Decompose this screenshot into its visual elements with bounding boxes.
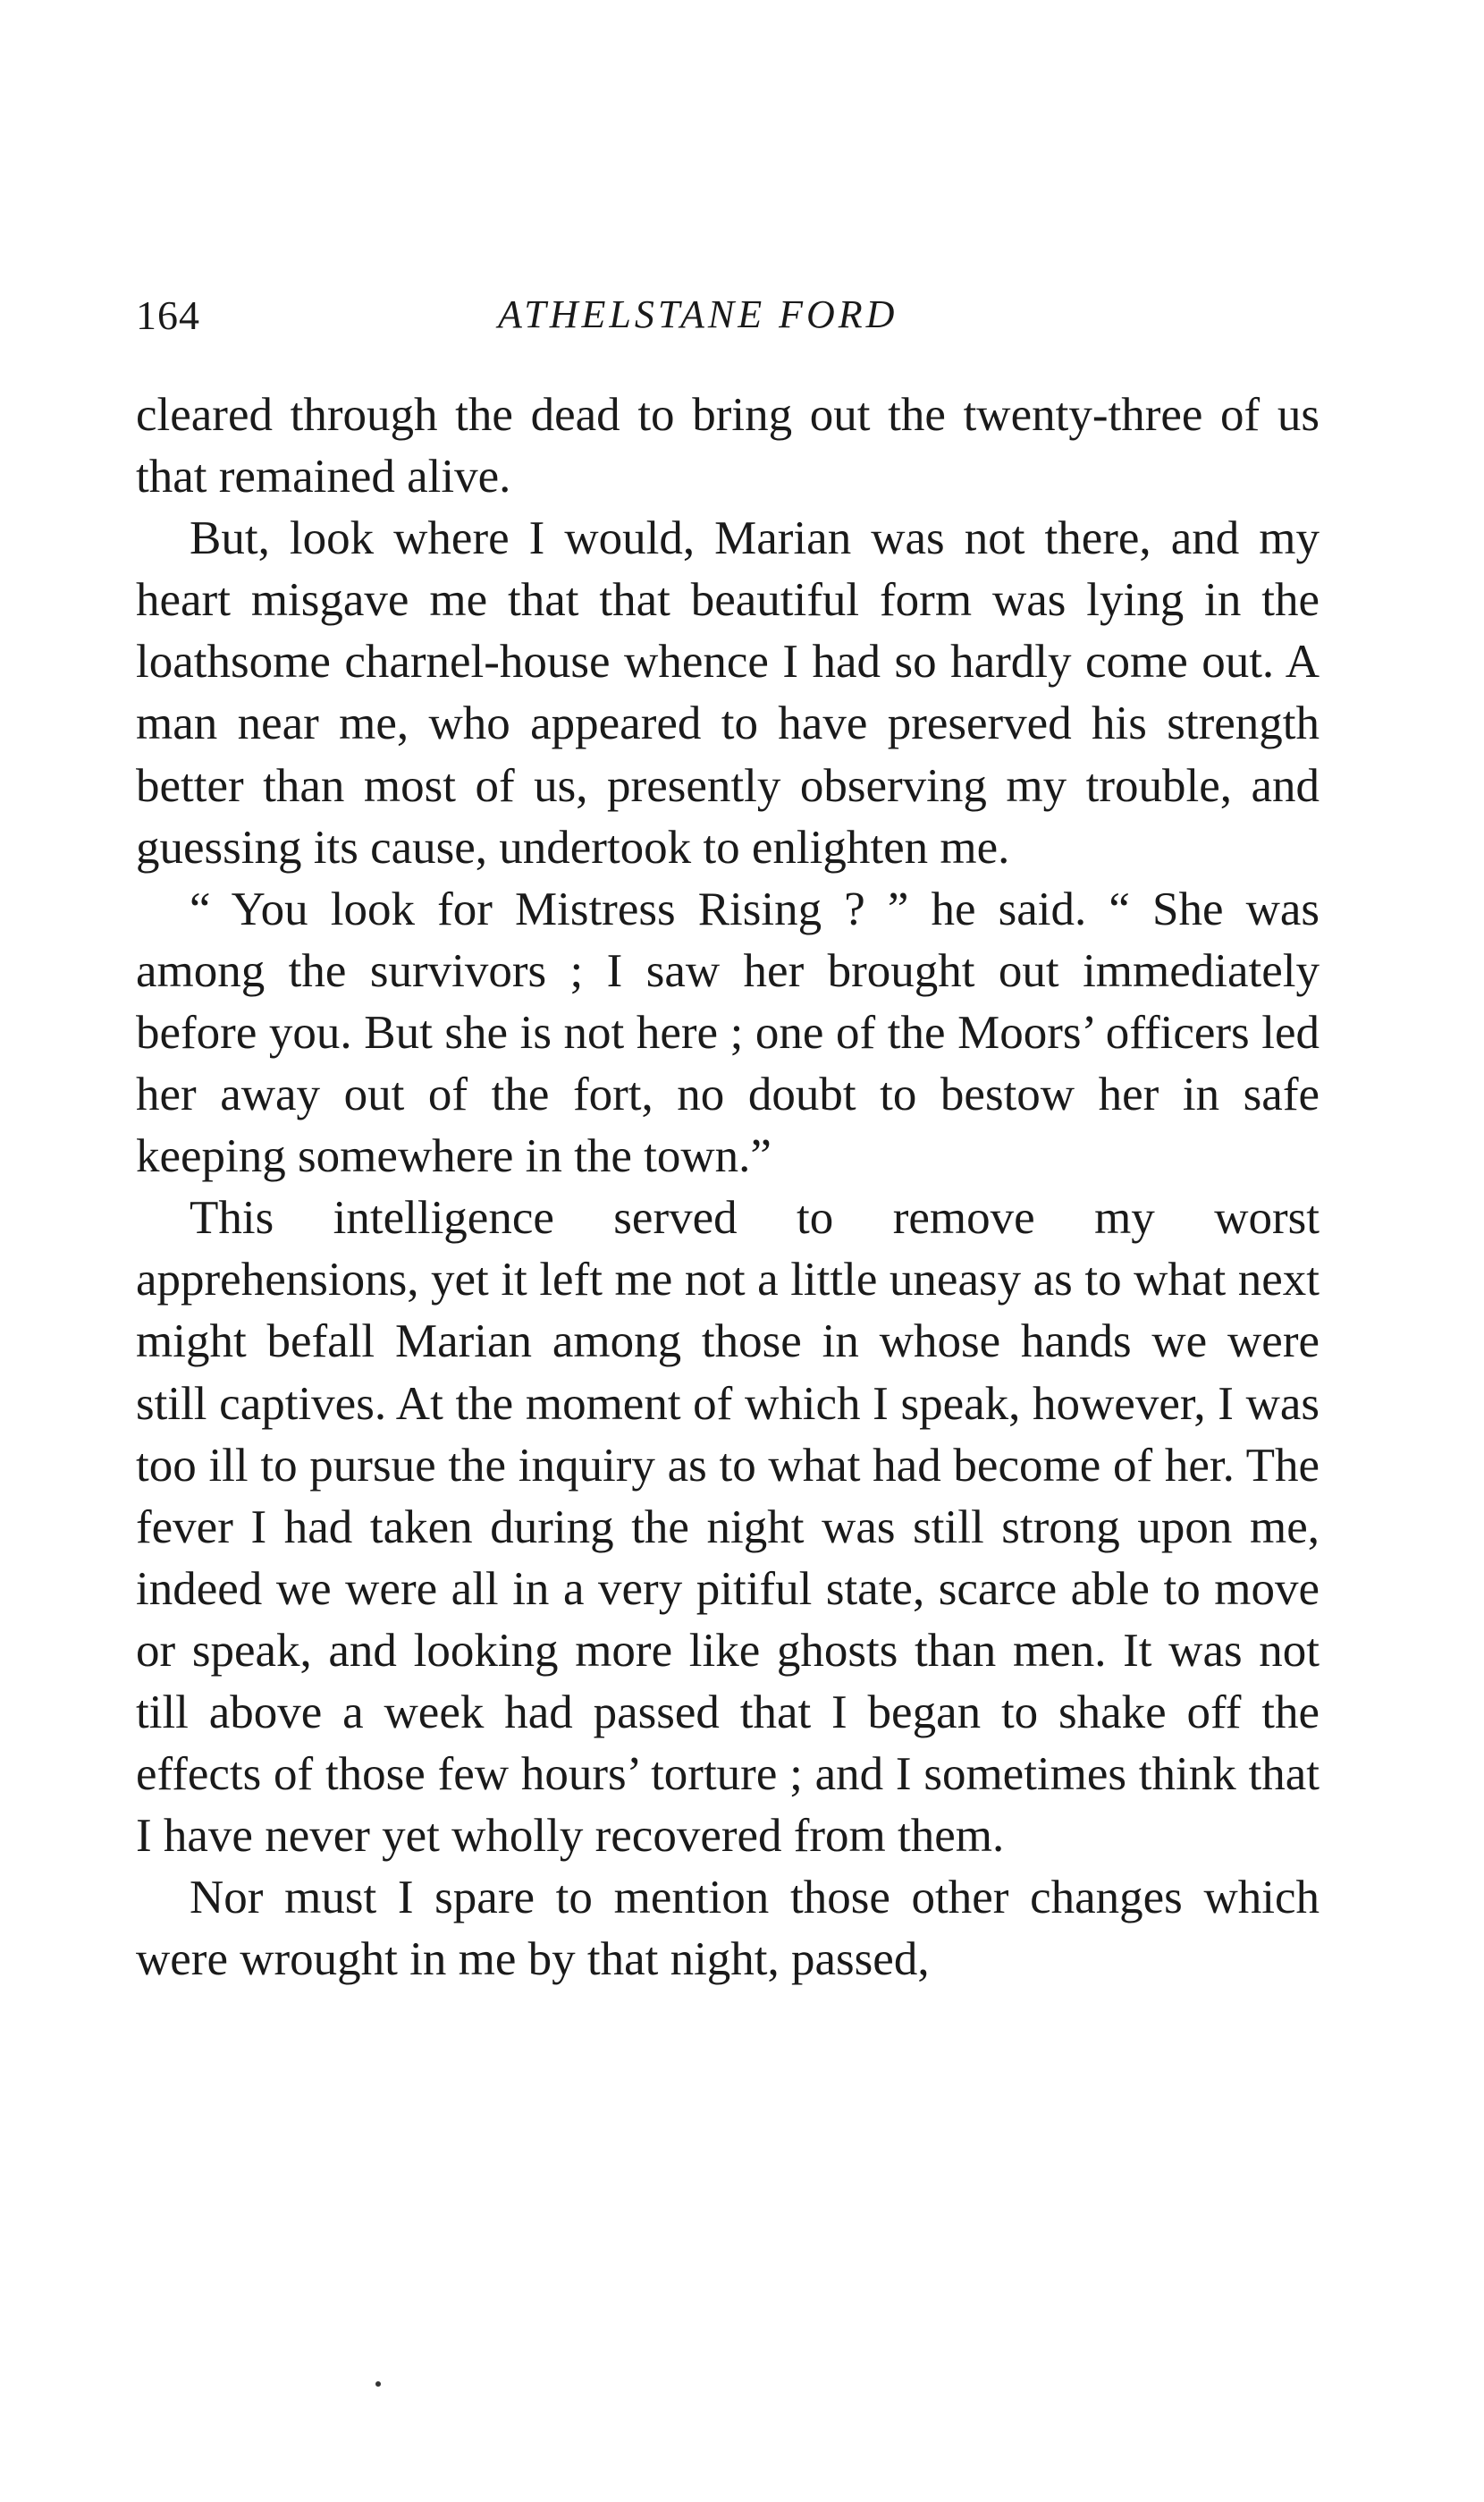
page-number: 164 xyxy=(136,292,200,338)
paragraph-continued: cleared through the dead to bring out the twenty-three of us that remained alive. xyxy=(136,389,1320,503)
paragraph: But, look where I would, Marian was not there, and my heart misgave me that that beautiful form was lying in the loathsome charnel-house whence I had so hardly come out. A man near me, who appeared to have preserved his strength better than most of us, presently observing my trouble, and guessing its cause, undertook to enlighten me. xyxy=(136,512,1320,874)
body-text xyxy=(136,385,1320,1991)
running-title: ATHELSTANE FORD xyxy=(498,292,898,336)
paragraph: “ You look for Mistress Rising ? ” he said. “ She was among the survivors ; I saw her brought out immediately before you. But she is not here ; one of the Moors’ officers led her away out of the fort, no doubt to bestow her in safe keeping somewhere in the town.” xyxy=(136,883,1320,1183)
paragraph: This intelligence served to remove my worst apprehensions, yet it left me not a little uneasy as to what next might befall Marian among those in whose hands we were still captives. At the moment of which I speak, however, I was too ill to pursue the inquiry as to what had become of her. The fever I had taken during the night was still strong upon me, indeed we were all in a very pitiful state, scarce able to move or speak, and looking more like ghosts than men. It was not till above a week had passed that I began to shake off the effects of those few hours’ torture ; and I sometimes think that I have never yet wholly recovered from them. xyxy=(136,1192,1320,1863)
printer-mark-dot xyxy=(375,2381,381,2387)
paragraph: Nor must I spare to mention those other changes which were wrought in me by that night, passed, xyxy=(136,1872,1320,1986)
page-header xyxy=(136,292,1320,345)
